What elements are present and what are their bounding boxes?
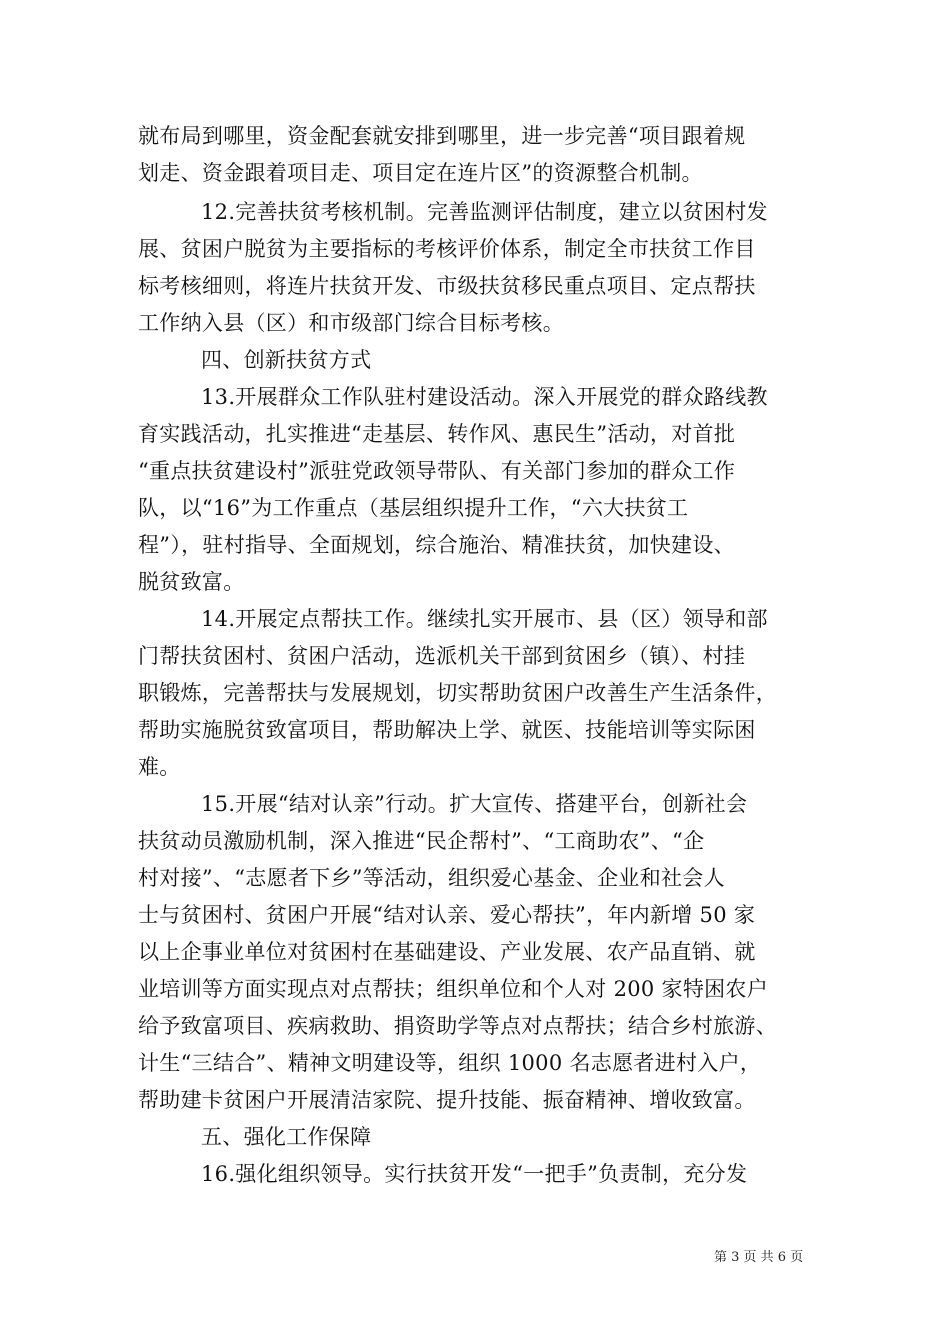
text-line: 育实践活动，扎实推进“走基层、转作风、惠民生”活动，对首批 [138,422,736,446]
text-line: 展、贫困户脱贫为主要指标的考核评价体系，制定全市扶贫工作目 [138,237,756,261]
paragraph-12-start: 12.完善扶贫考核机制。完善监测评估制度，建立以贫困村发 [201,200,768,224]
paragraph-16-start: 16.强化组织领导。实行扶贫开发“一把手”负责制，充分发 [201,1162,748,1186]
paragraph-15-start: 15.开展“结对认亲”行动。扩大宣传、搭建平台，创新社会 [201,792,748,816]
text-line: 扶贫动员激励机制，深入推进“民企帮村”、“工商助农”、“企 [138,829,705,853]
text-line: 就布局到哪里，资金配套就安排到哪里，进一步完善“项目跟着规 [138,124,746,148]
text-line: 门帮扶贫困村、贫困户活动，选派机关干部到贫困乡（镇）、村挂 [138,644,746,668]
text-line: 以上企事业单位对贫困村在基础建设、产业发展、农产品直销、就 [138,940,756,964]
section-heading-5: 五、强化工作保障 [201,1125,372,1149]
text-line: 难。 [138,755,181,779]
paragraph-14-start: 14.开展定点帮扶工作。继续扎实开展市、县（区）领导和部 [201,607,768,631]
text-line: 工作纳入县（区）和市级部门综合目标考核。 [138,311,564,335]
text-line: 业培训等方面实现点对点帮扶；组织单位和个人对 200 家特困农户 [138,977,769,1001]
text-line: 标考核细则，将连片扶贫开发、市级扶贫移民重点项目、定点帮扶 [138,274,756,298]
text-line: 程”），驻村指导、全面规划，综合施治、精准扶贫，加快建设、 [138,533,735,557]
text-line: “重点扶贫建设村”派驻党政领导带队、有关部门参加的群众工作 [138,459,736,483]
text-line: 帮助实施脱贫致富项目，帮助解决上学、就医、技能培训等实际困 [138,718,756,742]
section-heading-4: 四、创新扶贫方式 [201,348,372,372]
page-number: 第 3 页 共 6 页 [714,1250,804,1265]
paragraph-13-start: 13.开展群众工作队驻村建设活动。深入开展党的群众路线教 [201,385,768,409]
text-line: 士与贫困村、贫困户开展“结对认亲、爱心帮扶”，年内新增 50 家 [138,903,756,927]
text-line: 给予致富项目、疾病救助、捐资助学等点对点帮扶；结合乡村旅游、 [138,1014,777,1038]
text-line: 帮助建卡贫困户开展清洁家院、提升技能、振奋精神、增收致富。 [138,1088,756,1112]
text-line: 脱贫致富。 [138,570,245,594]
text-line: 队，以“16”为工作重点（基层组织提升工作，“六大扶贫工 [138,496,689,520]
text-line: 村对接”、“志愿者下乡”等活动，组织爱心基金、企业和社会人 [138,866,725,890]
text-line: 职锻炼，完善帮扶与发展规划，切实帮助贫困户改善生产生活条件， [138,681,777,705]
text-line: 计生“三结合”、精神文明建设等，组织 1000 名志愿者进村入户， [138,1051,762,1075]
text-line: 划走、资金跟着项目走、项目定在连片区”的资源整合机制。 [138,161,703,185]
